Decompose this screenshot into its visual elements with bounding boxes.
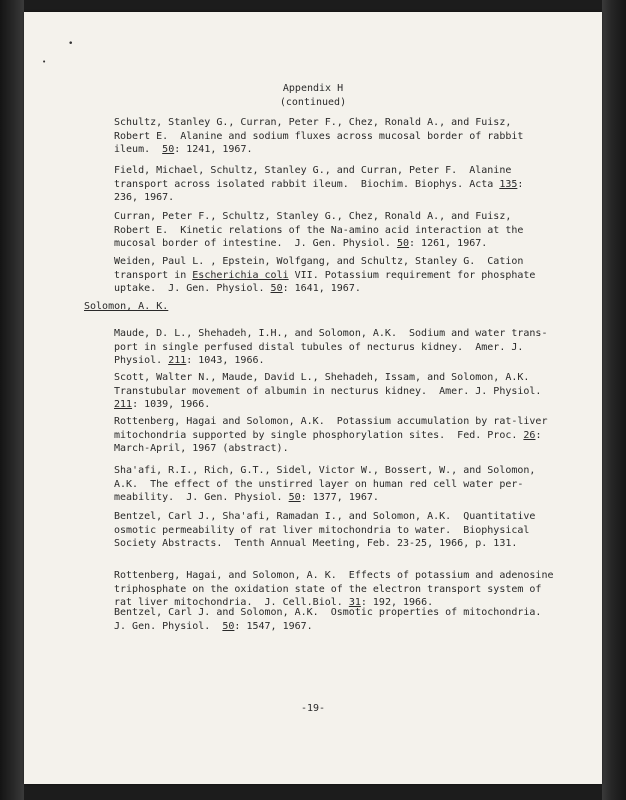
reference-entry [114, 164, 564, 205]
document-page [24, 12, 602, 784]
reference-line [114, 569, 564, 583]
reference-text: : [517, 178, 524, 190]
reference-line [114, 341, 564, 355]
appendix-subtitle: (continued) [279, 96, 347, 108]
reference-entry [114, 569, 564, 610]
reference-line [114, 398, 564, 412]
stray-mark: • [42, 58, 47, 66]
reference-line [114, 237, 564, 251]
volume-number: Escherichia coli [192, 269, 289, 281]
reference-text: triphosphate on the oxidation state of the electron transport system of [114, 583, 542, 595]
reference-text: port in single perfused distal tubules of necturus kidney. Amer. J. [114, 341, 524, 353]
stray-mark: • [68, 39, 74, 49]
reference-line [114, 269, 564, 283]
volume-number: 50 [270, 283, 283, 294]
reference-text: Schultz, Stanley G., Curran, Peter F., Chez, Ronald A., and Fuisz, [114, 117, 512, 128]
reference-text: Physiol. [114, 355, 169, 366]
reference-line [114, 282, 564, 296]
reference-text: Sha'afi, R.I., Rich, G.T., Sidel, Victor W., Bossert, W., and Solomon, [114, 465, 536, 476]
reference-entry [114, 415, 564, 456]
reference-text: A.K. The effect of the unstirred layer on human red cell water per- [114, 478, 524, 490]
reference-text: Society Abstracts. Tenth Annual Meeting, Feb. 23-25, 1966, p. 131. [114, 538, 518, 549]
reference-line [114, 224, 564, 238]
scan-border-left [0, 0, 24, 800]
reference-line [114, 210, 564, 224]
reference-text: uptake. J. Gen. Physiol. [114, 283, 271, 294]
reference-line [114, 385, 564, 399]
reference-text: : 1547, 1967. [234, 620, 313, 632]
reference-entry [114, 327, 564, 368]
volume-number: 50 [222, 620, 235, 632]
reference-line [114, 429, 564, 443]
reference-entry [114, 510, 564, 551]
reference-text: Field, Michael, Schultz, Stanley G., and Curran, Peter F. Alanine [114, 165, 512, 176]
reference-text: osmotic permeability of rat liver mitochondria to water. Biophysical [114, 524, 530, 536]
reference-text: Bentzel, Carl J. and Solomon, A.K. Osmotic properties of mitochondria. [114, 607, 542, 618]
reference-text: March-April, 1967 (abstract). [114, 443, 289, 454]
reference-line [114, 606, 564, 620]
reference-line [114, 478, 564, 492]
reference-line [114, 491, 564, 505]
reference-text: Bentzel, Carl J., Sha'afi, Ramadan I., and Solomon, A.K. Quantitative [114, 511, 536, 522]
reference-entry [114, 255, 564, 296]
volume-number: 50 [396, 238, 410, 249]
volume-number: 50 [162, 144, 175, 155]
reference-text: Rottenberg, Hagai, and Solomon, A. K. Effects of potassium and adenosine [114, 570, 554, 581]
volume-number: 31 [348, 597, 361, 608]
appendix-title: Appendix H [282, 83, 344, 94]
reference-text: Transtubular movement of albumin in necturus kidney. Amer. J. Physiol. [114, 385, 542, 397]
reference-text: : 1241, 1967. [174, 144, 253, 155]
reference-line [114, 620, 564, 634]
reference-line [114, 442, 564, 456]
reference-text: : 1377, 1967. [300, 492, 379, 503]
reference-text: rat liver mitochondria. J. Cell.Biol. [114, 597, 349, 608]
volume-number: 50 [288, 492, 301, 503]
reference-text: meability. J. Gen. Physiol. [114, 492, 289, 503]
reference-text: ileum. [114, 144, 163, 155]
reference-entry [114, 116, 564, 157]
volume-number: 26 [523, 429, 536, 441]
reference-text: mucosal border of intestine. J. Gen. Physiol. [114, 238, 397, 249]
volume-number: 211 [114, 399, 133, 410]
appendix-heading [24, 82, 602, 109]
reference-text: J. Gen. Physiol. [114, 620, 223, 632]
reference-text: : 192, 1966. [360, 597, 434, 608]
reference-text: : 1641, 1967. [282, 283, 361, 294]
reference-text: 236, 1967. [114, 192, 175, 203]
reference-line [114, 524, 564, 538]
reference-line [114, 327, 564, 341]
reference-entry [114, 371, 564, 412]
reference-text: : 1261, 1967. [409, 238, 488, 249]
reference-text: mitochondria supported by single phosphorylation sites. Fed. Proc. [114, 429, 524, 441]
reference-text: Robert E. Alanine and sodium fluxes across mucosal border of rabbit [114, 130, 524, 142]
reference-text: Robert E. Kinetic relations of the Na-amino acid interaction at the [114, 224, 524, 236]
reference-line [114, 464, 564, 478]
reference-text: Weiden, Paul L. , Epstein, Wolfgang, and Schultz, Stanley G. Cation [114, 256, 524, 267]
reference-line [114, 164, 564, 178]
reference-line [114, 371, 564, 385]
reference-line [114, 354, 564, 368]
volume-number: 211 [168, 355, 187, 366]
reference-line [114, 537, 564, 551]
scan-border-right [602, 0, 626, 800]
reference-line [114, 255, 564, 269]
reference-text: : 1039, 1966. [132, 399, 211, 410]
reference-text: Maude, D. L., Shehadeh, I.H., and Solomon, A.K. Sodium and water trans- [114, 328, 548, 339]
reference-line [114, 178, 564, 192]
reference-text: Curran, Peter F., Schultz, Stanley G., Chez, Ronald A., and Fuisz, [114, 211, 512, 222]
reference-line [114, 143, 564, 157]
reference-line [114, 583, 564, 597]
reference-text: transport in [114, 269, 193, 281]
reference-text: : [535, 429, 542, 441]
reference-line [114, 191, 564, 205]
reference-text: : 1043, 1966. [186, 355, 265, 366]
section-heading: Solomon, A. K. [84, 301, 169, 312]
volume-number: 135 [499, 178, 518, 190]
reference-entry [114, 210, 564, 251]
reference-text: Rottenberg, Hagai and Solomon, A.K. Potassium accumulation by rat-liver [114, 416, 548, 427]
reference-text: VII. Potassium requirement for phosphate [288, 269, 536, 281]
reference-text: transport across isolated rabbit ileum. Biochim. Biophys. Acta [114, 178, 500, 190]
reference-entry [114, 464, 564, 505]
page-number: -19- [300, 703, 326, 714]
reference-line [114, 510, 564, 524]
reference-line [114, 116, 564, 130]
reference-line [114, 130, 564, 144]
reference-text: Scott, Walter N., Maude, David L., Shehadeh, Issam, and Solomon, A.K. [114, 372, 530, 383]
reference-line [114, 415, 564, 429]
reference-entry [114, 606, 564, 633]
